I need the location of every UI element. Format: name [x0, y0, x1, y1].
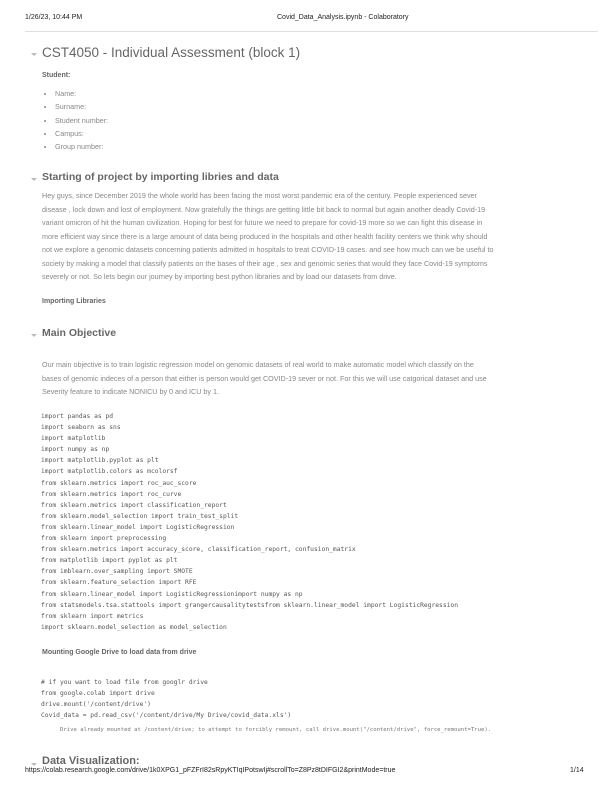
paragraph-line: Hey guys, since December 2019 the whole world has been facing the most worst pandemic era of the century. People experienced sever: [42, 191, 477, 200]
paragraph-line: society by making a model that classify patients on the bases of their age , sex and genomic series that would they face Covid-19 symptoms: [42, 258, 488, 268]
section-heading-start: Starting of project by importing libries and data: [42, 171, 279, 183]
paragraph-line: not we explore a genomic datasets concerning patients admitted in hospitals to treat COVID-19 cases. and see how much can we be useful to: [42, 245, 494, 254]
print-url: https://colab.research.google.com/drive/1k0XPG1_pFZFrI82sRpyKTIqIPotswIj#scrollTo=Z8Pz8tDIFGI2&printMode=true: [25, 767, 396, 774]
student-label: Student:: [42, 72, 71, 79]
imports-code-cell[interactable]: import pandas as pd import seaborn as sns import matplotlib import numpy as np import matplotlib.pyplot as plt import matplotlib.colors as mcolorsf from sklearn.metrics import roc_auc_score from sklearn.metrics import roc_curve from sklearn.metrics import classification_report from sklearn.model_selection import train_test_split from sklearn.linear_model import LogisticRegression from sklearn import preprocessing from sklearn.metrics import accuracy_score, classification_report, confusion_matrix from matplotlib import pyplot as plt from imblearn.over_sampling import SMOTE from sklearn.feature_selection import RFE from sklearn.linear_model import LogisticRegressionimport numpy as np from statsmodels.tsa.stattools import grangercausalitytestsfrom sklearn.linear_model import LogisticRegression from sklearn import metrics import sklearn.model_selection as model_selection: [41, 413, 459, 631]
paragraph-line: Severity feature to indicate NONICU by 0 and ICU by 1.: [42, 387, 219, 396]
mount-drive-heading: Mounting Google Drive to load data from drive: [42, 649, 197, 656]
section-heading-visualization: Data Visualization:: [42, 755, 140, 766]
paragraph-line: severely or not. So lets begin our journey by importing best python libraries and by load our datasets from drive.: [42, 272, 397, 281]
notebook-title: CST4050 - Individual Assessment (block 1): [42, 45, 301, 60]
collapse-caret-icon[interactable]: [31, 178, 37, 181]
mount-code-cell[interactable]: # if you want to load file from googlr drive from google.colab import drive drive.mount('/content/drive') Covid_data = pd.read_csv('/content/drive/My Drive/covid_data.xls'): [41, 679, 292, 720]
collapse-caret-icon[interactable]: [31, 334, 37, 337]
paragraph-line: disease , lock down and lost of employment. Now gratefully the things are getting little bit back to normal but again another deadly Covid-19: [42, 204, 486, 214]
importing-libraries-heading: Importing Libraries: [42, 298, 106, 305]
field-name: • Name:: [55, 87, 108, 100]
paragraph-line: bases of genomic indeces of a person that either is person would get COVID-19 sever or not. For this we will use catgorical dataset and use: [42, 373, 487, 383]
field-surname: • Surname:: [55, 100, 108, 113]
student-fields-list: [42, 87, 108, 153]
header-divider: [25, 31, 598, 32]
intro-paragraph: [42, 189, 552, 284]
field-group-number: • Group number:: [55, 140, 108, 153]
collapse-caret-icon[interactable]: [31, 763, 37, 766]
paragraph-line: Our main objective is to train logistic regression model on genomic datasets of real world to make automatic model which classify on the: [42, 360, 474, 369]
mount-cell-output: Drive already mounted at /content/drive; to attempt to forcibly remount, call drive.mount("/content/drive", force_remount=True).: [60, 727, 492, 733]
paragraph-line: more efficient way since there is a large amount of data being produced in the hospitals and other health facility centers we think why should: [42, 231, 488, 241]
print-title: Covid_Data_Analysis.ipynb - Colaboratory: [277, 14, 409, 21]
objective-paragraph: [42, 358, 552, 399]
section-heading-objective: Main Objective: [42, 327, 117, 339]
field-campus: • Campus:: [55, 127, 108, 140]
collapse-caret-icon[interactable]: [31, 53, 37, 56]
print-datetime: 1/26/23, 10:44 PM: [25, 14, 83, 21]
page-number: 1/14: [570, 767, 584, 774]
field-student-number: • Student number:: [55, 114, 108, 127]
paragraph-line: variant omicron of hit the human civilization. Hoping for best for future we need to prepare for covid-19 more so we can fight this disease in: [42, 218, 483, 227]
